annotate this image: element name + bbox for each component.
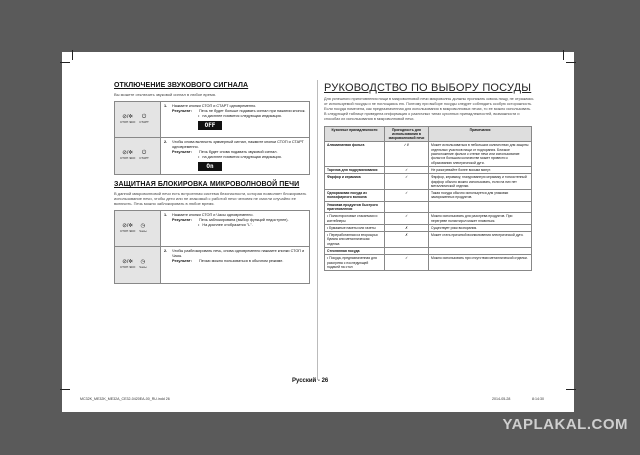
- result-text: Печь заблокирована (выбор функций недоступен).: [199, 218, 289, 222]
- lock-intro: В данной микроволновой печи есть встроенная система безопасности, которая позволяет блокировать использование печи, чтобы дети или не знакомый с работой печи человек не смогли случайно ее включить. Печь можно заблокировать в любое время.: [114, 191, 307, 206]
- step-instruction: Чтобы снова включить зуммерный сигнал, нажмите кнопки СТОП и СТАРТ одновременно.: [172, 140, 304, 149]
- cookware-guide-intro: Для успешного приготовления пищи в микроволновой печи микроволны должны проникать сквозь пищу, не отражаясь от используемой посуды и не поглощаясь ею. Поэтому при выборе посуды следует соблюдать особую осторожность. Если посуда помечена, как предназначенная для использования в микроволновых печах, то ее можно использовать. В следующей таблице приведена информация о различных типах кухонных принадлежностей, возможности и способах их использования в микроволновой печи.: [324, 97, 534, 121]
- clock-button-icon: ◷ Часы: [139, 259, 147, 269]
- page-number: Русский - 26: [292, 378, 329, 384]
- start-button-icon: ⏻ СТАРТ: [139, 150, 149, 160]
- table-row: [325, 190, 532, 202]
- table-cell-fit: ✓: [385, 174, 429, 190]
- clock-button-icon: ◷ Часы: [139, 223, 147, 233]
- step-instruction: Нажмите кнопки СТОП и Часы одновременно.: [172, 213, 254, 217]
- table-cell-note: Существует риск возгорания.: [429, 224, 532, 231]
- fold-line: [317, 80, 318, 380]
- sound-intro: Вы можете отключить звуковой сигнал в любое время.: [114, 92, 216, 97]
- table-cell-item: • Полистироловые стаканчики и контейнеры: [325, 213, 385, 225]
- sound-step-1: ⊘/✲ СТОП ЭКО ⏻ СТАРТ 1. Нажмите кнопки СТОП и СТАРТ одновременно. Результат: Печь не будет больше подавать сигнал при нажатии кнопок. • на дисплее появится следующая индикация. OFF: [115, 102, 309, 138]
- slug-time: 8:14:30: [532, 397, 544, 401]
- table-cell-fit: [385, 201, 429, 213]
- table-row: [325, 255, 532, 271]
- lock-step-2: [115, 247, 309, 283]
- document-page: [62, 52, 574, 412]
- stop-eco-button-icon: ⊘/✲ СТОП ЭКО: [120, 259, 136, 269]
- column-header: Пригодность для использования в микроволновой печи: [385, 126, 429, 142]
- table-cell-note: Может стать причиной возникновения электрической дуги.: [429, 232, 532, 248]
- table-cell-fit: ✓✗: [385, 142, 429, 166]
- start-button-icon: ⏻ СТАРТ: [139, 114, 149, 124]
- column-header: Примечания: [429, 126, 532, 142]
- lock-step-1: ⊘/✲ СТОП ЭКО ◷ Часы 1. Нажмите кнопки СТОП и Часы одновременно. Результат: Печь заблокирована (выбор функций недоступен). • На дисплее отобразится "L".: [115, 211, 309, 247]
- result-label: Результат:: [172, 218, 192, 222]
- display-readout: On: [198, 162, 222, 171]
- table-cell-fit: [385, 248, 429, 255]
- table-cell-item: Упаковка продуктов быстрого приготовления: [325, 201, 385, 213]
- table-cell-fit: ✓: [385, 255, 429, 271]
- result-label: Результат:: [172, 150, 192, 154]
- table-cell-item: Фарфор и керамика: [325, 174, 385, 190]
- table-row: [325, 166, 532, 173]
- table-cell-note: Такая посуда обычно используется для упаковки замороженных продуктов.: [429, 190, 532, 202]
- stop-eco-button-icon: ⊘/✲ СТОП ЭКО: [120, 223, 136, 233]
- table-cell-item: Одноразовая посуда из полиэфирного волокна: [325, 190, 385, 202]
- table-cell-fit: ✓: [385, 166, 429, 173]
- step-instruction: Чтобы разблокировать печь, снова одновременно нажмите кнопки СТОП и Часы.: [172, 249, 305, 258]
- cookware-table: [324, 126, 532, 272]
- table-cell-note: Фарфор, керамику, глазурованную керамику и тонкостенный фарфор обычно можно использовать, если на них нет металлической отделки.: [429, 174, 532, 190]
- table-cell-item: • Переработанная из вторсырья бумага или металлическая отделка: [325, 232, 385, 248]
- table-header-row: [325, 126, 532, 142]
- stop-eco-button-icon: ⊘/✲ СТОП ЭКО: [120, 114, 136, 124]
- table-cell-item: Алюминиевая фольга: [325, 142, 385, 166]
- control-panel-image: [115, 247, 161, 283]
- left-column: [114, 82, 314, 284]
- stop-eco-button-icon: ⊘/✲ СТОП ЭКО: [120, 150, 136, 160]
- table-row: [325, 224, 532, 231]
- step-number: 2.: [164, 140, 168, 144]
- cookware-guide-title: РУКОВОДСТВО ПО ВЫБОРУ ПОСУДЫ: [324, 82, 532, 94]
- watermark: YAPLAKAL.COM: [502, 416, 628, 433]
- table-cell-item: • Бумажные пакеты или газеты: [325, 224, 385, 231]
- table-cell-fit: ✗: [385, 232, 429, 248]
- display-readout: OFF: [198, 121, 222, 130]
- right-column: [324, 82, 534, 271]
- table-cell-note: [429, 248, 532, 255]
- table-cell-note: Можно использовать при отсутствии металлической отделки.: [429, 255, 532, 271]
- table-row: [325, 213, 532, 225]
- step-number: 2.: [164, 249, 168, 253]
- control-panel-image: [115, 211, 161, 246]
- bullet-text: на дисплее появится следующая индикация.: [202, 114, 282, 118]
- lock-section-title: ЗАЩИТНАЯ БЛОКИРОВКА МИКРОВОЛНОВОЙ ПЕЧИ: [114, 181, 300, 188]
- result-text: Печь не будет больше подавать сигнал при нажатии кнопок.: [199, 109, 306, 113]
- step-instruction: Нажмите кнопки СТОП и СТАРТ одновременно.: [172, 104, 257, 108]
- table-row: [325, 248, 532, 255]
- slug-date: 2014-05-28: [492, 397, 511, 401]
- result-text: Печью можно пользоваться в обычном режиме.: [199, 259, 284, 263]
- table-row: [325, 142, 532, 166]
- control-panel-image: [115, 102, 161, 137]
- table-row: [325, 201, 532, 213]
- sound-steps-table: [114, 101, 310, 175]
- result-text: Печь будет снова подавать звуковой сигнал.: [199, 150, 278, 154]
- step-number: 1.: [164, 213, 168, 217]
- table-cell-item: Стеклянная посуда: [325, 248, 385, 255]
- bullet-text: На дисплее отобразится "L".: [202, 223, 253, 227]
- table-cell-note: Не разогревайте более восьми минут.: [429, 166, 532, 173]
- table-cell-fit: ✓: [385, 213, 429, 225]
- table-row: [325, 232, 532, 248]
- table-cell-item: Тарелка для подрумянивания: [325, 166, 385, 173]
- slug-filename: MC32K_ME32K_ME32A_CE32-0420EA-00_RU.indd 26: [80, 397, 170, 401]
- table-cell-fit: ✓: [385, 190, 429, 202]
- column-header: Кухонные принадлежности: [325, 126, 385, 142]
- sound-step-2: ⊘/✲ СТОП ЭКО ⏻ СТАРТ 2. Чтобы снова включить зуммерный сигнал, нажмите кнопки СТОП и СТАРТ одновременно. Результат: Печь будет снова подавать звуковой сигнал. • на дисплее появится следующая индикация. On: [115, 138, 309, 174]
- table-cell-item: • Посуда, предназначенная для разогрева с последующей подачей на стол: [325, 255, 385, 271]
- table-cell-note: Можно использовать для разогрева продуктов. При перегреве полистирол может плавиться.: [429, 213, 532, 225]
- table-cell-fit: ✗: [385, 224, 429, 231]
- table-cell-note: Может использоваться в небольших количествах для защиты отдельных участков пищи от подгорания. Близкое расположение фольги к стенке печи или использование фольги в большом количестве может привести к образованию электрической дуги.: [429, 142, 532, 166]
- bullet-text: на дисплее появится следующая индикация.: [202, 155, 282, 159]
- sound-section-title: ОТКЛЮЧЕНИЕ ЗВУКОВОГО СИГНАЛА: [114, 82, 249, 89]
- control-panel-image: [115, 138, 161, 174]
- table-cell-note: [429, 201, 532, 213]
- result-label: Результат:: [172, 259, 192, 263]
- table-row: [325, 174, 532, 190]
- lock-steps-table: [114, 210, 310, 284]
- step-number: 1.: [164, 104, 168, 108]
- result-label: Результат:: [172, 109, 192, 113]
